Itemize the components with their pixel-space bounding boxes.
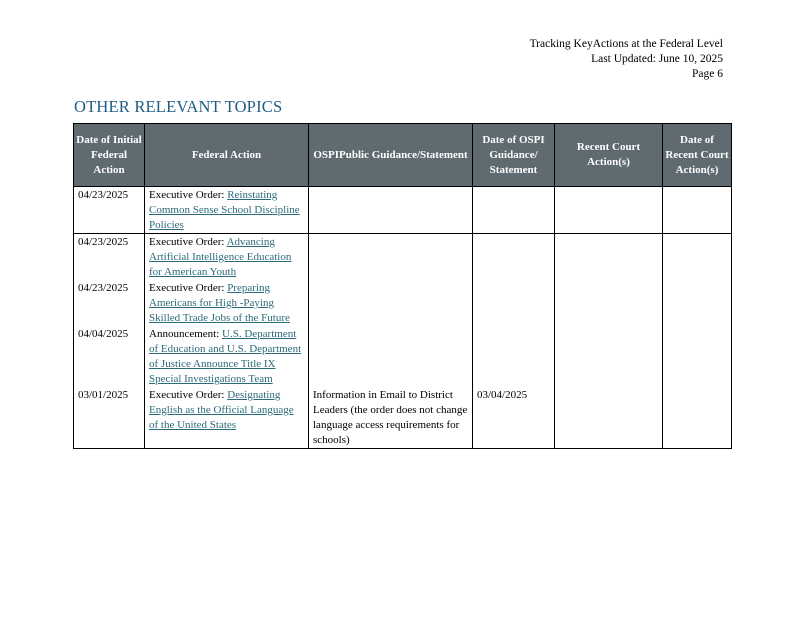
row-court-date — [663, 187, 732, 234]
row-action — [145, 234, 309, 281]
action-type: Executive Order: — [149, 189, 225, 201]
last-updated: Last Updated: June 10, 2025 — [591, 53, 723, 65]
row-court-date — [663, 387, 732, 449]
col-header-initial-date: Date of Initial Federal Action — [74, 124, 145, 187]
action-type: Announcement: — [149, 328, 220, 340]
row-guidance — [309, 326, 473, 387]
row-date: 04/04/2025 — [74, 326, 145, 387]
row-court-action — [555, 326, 663, 387]
page-header — [530, 37, 723, 82]
col-header-court-action: Recent Court Action(s) — [555, 124, 663, 187]
col-header-federal-action: Federal Action — [145, 124, 309, 187]
action-type: Executive Order: — [149, 236, 225, 248]
row-date: 04/23/2025 — [74, 187, 145, 234]
row-guidance-date — [473, 187, 555, 234]
row-date: 04/23/2025 — [74, 280, 145, 326]
action-link[interactable]: U.S. Department of Education and U.S. Department of Justice Announce Title IX Special Investigations Team — [149, 328, 302, 385]
table-row — [74, 234, 732, 281]
action-link[interactable]: Designating English as the Official Language of the United States — [149, 389, 294, 431]
action-type: Executive Order: — [149, 389, 225, 401]
row-action — [145, 387, 309, 449]
col-header-court-date: Date of Recent Court Action(s) — [663, 124, 732, 187]
action-link[interactable]: Preparing Americans for High -Paying Skilled Trade Jobs of the Future — [149, 282, 290, 324]
row-court-action — [555, 187, 663, 234]
table-header-row — [74, 124, 732, 187]
row-court-date — [663, 280, 732, 326]
row-court-action — [555, 280, 663, 326]
table-row — [74, 387, 732, 449]
col-header-ospi-date: Date of OSPI Guidance/ Statement — [473, 124, 555, 187]
table-row — [74, 280, 732, 326]
federal-actions-table — [73, 123, 732, 449]
table-row — [74, 187, 732, 234]
row-action — [145, 187, 309, 234]
row-guidance — [309, 280, 473, 326]
action-type: Executive Order: — [149, 282, 225, 294]
row-guidance: Information in Email to District Leaders (the order does not change language access requirements for schools) — [309, 387, 473, 449]
row-court-date — [663, 234, 732, 281]
row-court-action — [555, 234, 663, 281]
table-row — [74, 326, 732, 387]
row-date: 04/23/2025 — [74, 234, 145, 281]
row-date: 03/01/2025 — [74, 387, 145, 449]
row-court-action — [555, 387, 663, 449]
page-number: Page 6 — [692, 68, 723, 80]
row-guidance — [309, 187, 473, 234]
col-header-ospi-guidance: OSPIPublic Guidance/Statement — [309, 124, 473, 187]
row-guidance-date — [473, 280, 555, 326]
row-guidance-date: 03/04/2025 — [473, 387, 555, 449]
row-guidance-date — [473, 234, 555, 281]
row-court-date — [663, 326, 732, 387]
row-action — [145, 326, 309, 387]
action-link[interactable]: Advancing Artificial Intelligence Education for American Youth — [149, 236, 292, 278]
row-guidance-date — [473, 326, 555, 387]
section-title: OTHER RELEVANT TOPICS — [74, 97, 283, 116]
header-title: Tracking KeyActions at the Federal Level — [529, 38, 723, 50]
row-action — [145, 280, 309, 326]
row-guidance — [309, 234, 473, 281]
action-link[interactable]: Reinstating Common Sense School Discipline Policies — [149, 189, 300, 231]
